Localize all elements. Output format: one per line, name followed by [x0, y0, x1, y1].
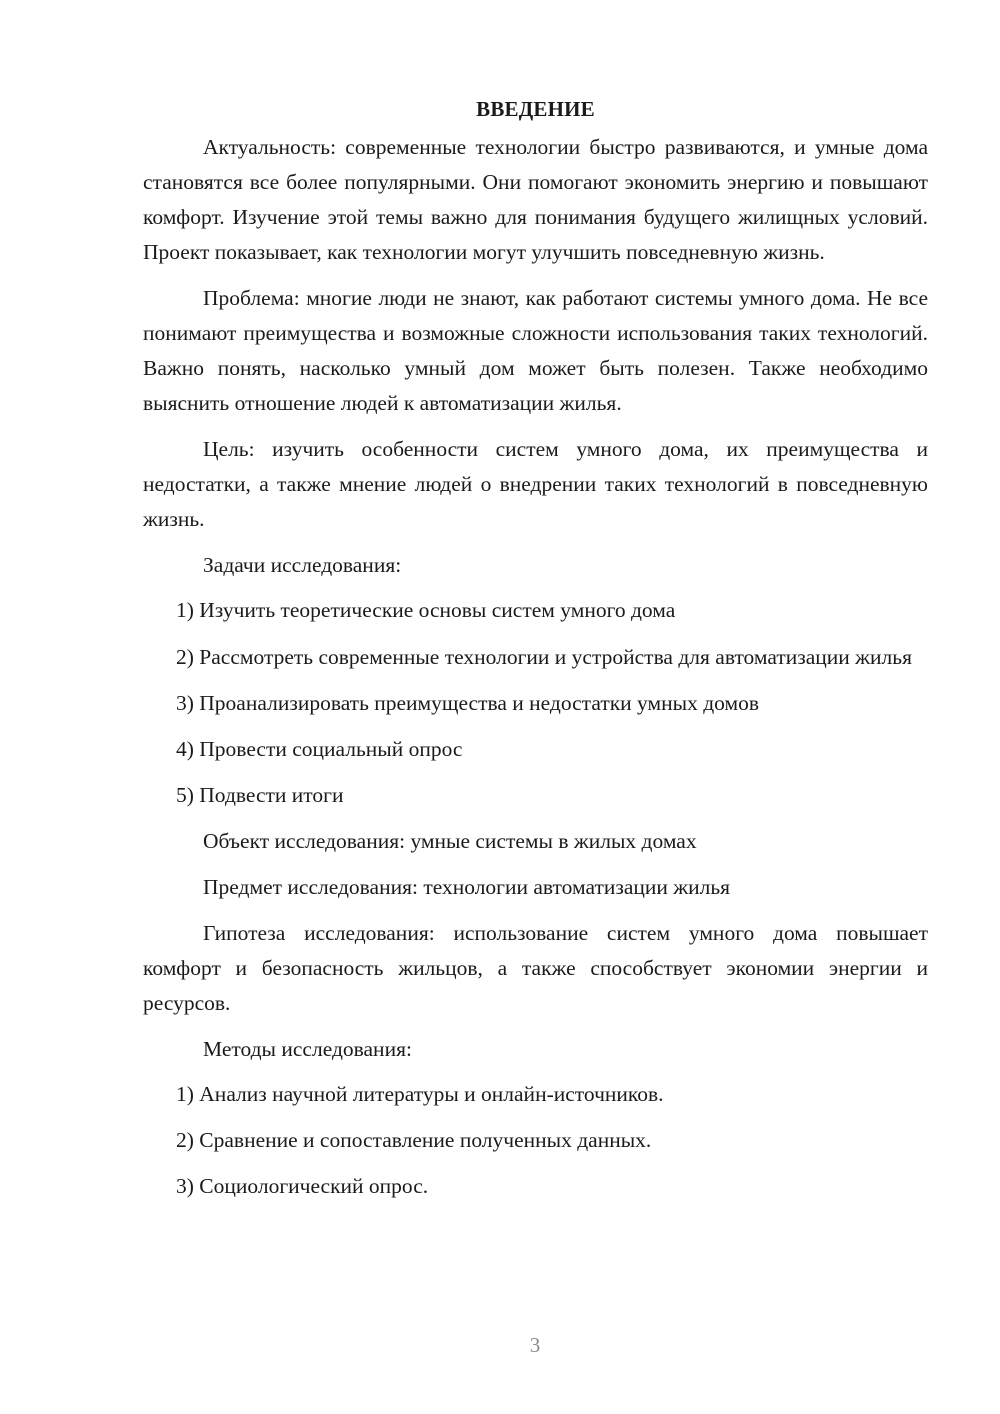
research-subject: Предмет исследования: технологии автоматизации жилья: [203, 875, 731, 899]
method-item: 1) Анализ научной литературы и онлайн-источников.: [176, 1082, 664, 1106]
task-item: 2) Рассмотреть современные технологии и устройства для автоматизации жилья: [176, 645, 912, 669]
page-content: [143, 92, 928, 1204]
task-item: 3) Проанализировать преимущества и недостатки умных домов: [176, 691, 759, 715]
methods-title: Методы исследования:: [203, 1037, 412, 1061]
method-item: 2) Сравнение и сопоставление полученных данных.: [176, 1128, 652, 1152]
relevance-paragraph: Актуальность: современные технологии быстро развиваются, и умные дома становятся все более популярными. Они помогают экономить энергию и повышают комфорт. Изучение этой темы важно для понимания будущего жилищных условий. Проект показывает, как технологии могут улучшить повседневную жизнь.: [143, 135, 928, 264]
hypothesis-paragraph: Гипотеза исследования: использование систем умного дома повышает комфорт и безопасность жильцов, а также способствует экономии энергии и ресурсов.: [143, 921, 928, 1015]
page-number: 3: [529, 1333, 541, 1357]
section-heading: ВВЕДЕНИЕ: [476, 97, 595, 121]
tasks-title: Задачи исследования:: [203, 553, 402, 577]
goal-paragraph: Цель: изучить особенности систем умного дома, их преимущества и недостатки, а также мнение людей о внедрении таких технологий в повседневную жизнь.: [143, 437, 928, 531]
research-object: Объект исследования: умные системы в жилых домах: [203, 829, 697, 853]
task-item: 1) Изучить теоретические основы систем умного дома: [176, 598, 676, 622]
task-item: 5) Подвести итоги: [176, 783, 344, 807]
task-item: 4) Провести социальный опрос: [176, 737, 463, 761]
method-item: 3) Социологический опрос.: [176, 1174, 429, 1198]
problem-paragraph: Проблема: многие люди не знают, как работают системы умного дома. Не все понимают преимущества и возможные сложности использования таких технологий. Важно понять, насколько умный дом может быть полезен. Также необходимо выяснить отношение людей к автоматизации жилья.: [143, 286, 928, 415]
